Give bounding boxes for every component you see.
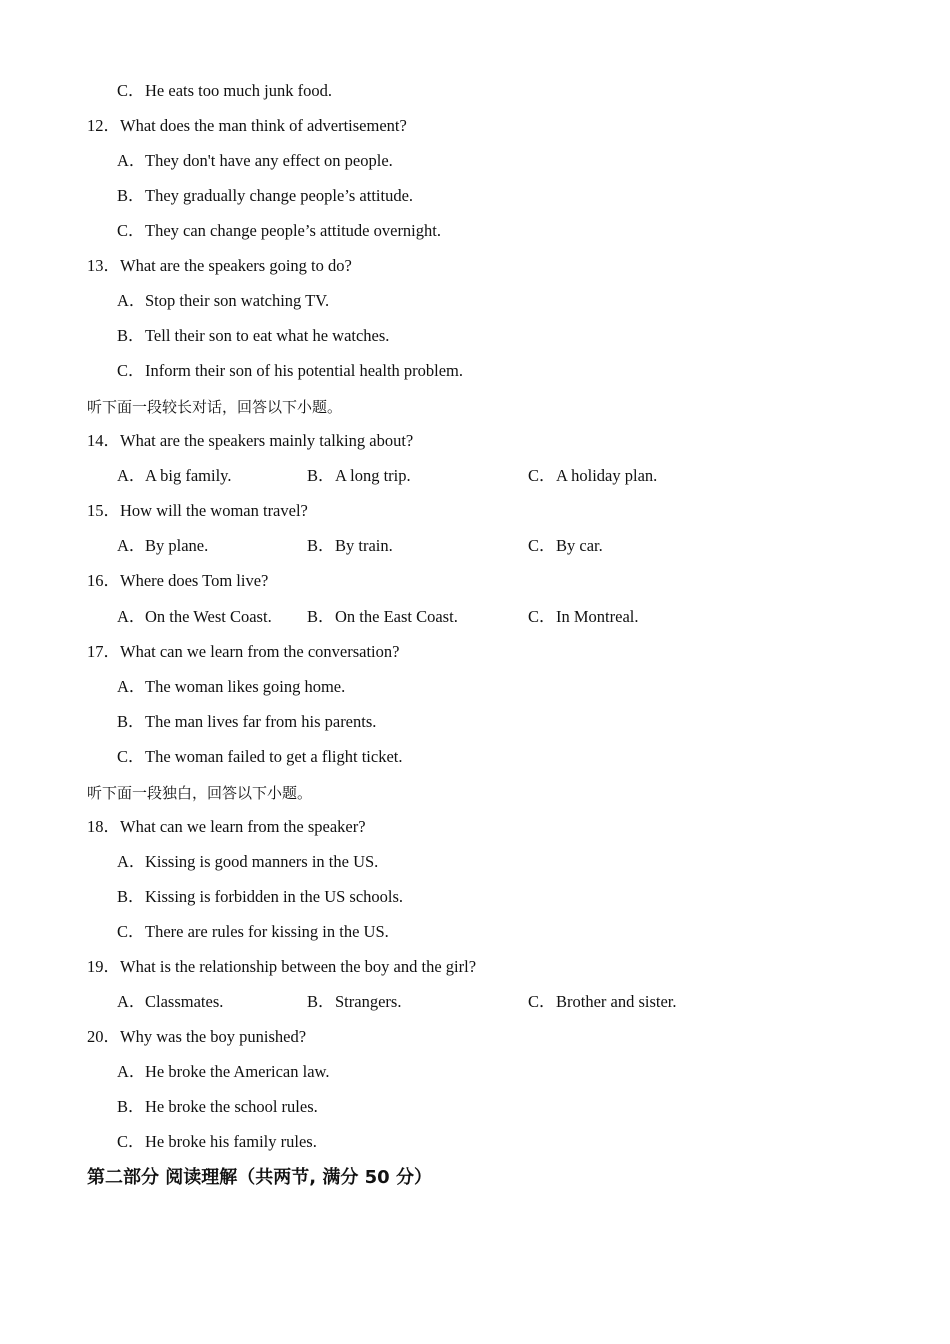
q13-option-a: A．Stop their son watching TV. [117,291,330,310]
question-18: 18．What can we learn from the speaker? [87,817,366,836]
q15-option-c: C．By car. [528,536,603,555]
listening-instruction-long-dialogue: 听下面一段较长对话，回答以下小题。 [87,398,343,416]
q15-option-b: B．By train. [307,536,393,555]
q15-option-a: A．By plane. [117,536,209,555]
q16-option-c: C．In Montreal. [528,607,639,626]
question-12: 12．What does the man think of advertisement? [87,116,407,135]
q16-option-a: A．On the West Coast. [117,607,272,626]
q17-option-b: B．The man lives far from his parents. [117,712,377,731]
q12-option-a: A．They don't have any effect on people. [117,151,393,170]
q18-option-c: C．There are rules for kissing in the US. [117,922,389,941]
q20-option-b: B．He broke the school rules. [117,1097,318,1116]
question-20: 20．Why was the boy punished? [87,1027,307,1046]
q20-option-c: C．He broke his family rules. [117,1132,317,1151]
question-19: 19．What is the relationship between the boy and the girl? [87,957,477,976]
question-15: 15．How will the woman travel? [87,501,308,520]
question-14: 14．What are the speakers mainly talking about? [87,431,414,450]
q20-option-a: A．He broke the American law. [117,1062,330,1081]
listening-instruction-monologue: 听下面一段独白，回答以下小题。 [87,784,313,802]
q18-option-b: B．Kissing is forbidden in the US schools. [117,887,404,906]
question-13: 13．What are the speakers going to do? [87,256,352,275]
q13-option-b: B．Tell their son to eat what he watches. [117,326,390,345]
q19-option-c: C．Brother and sister. [528,992,677,1011]
q18-option-a: A．Kissing is good manners in the US. [117,852,379,871]
q14-option-a: A．A big family. [117,466,232,485]
question-16: 16．Where does Tom live? [87,571,269,590]
q14-option-b: B．A long trip. [307,466,411,485]
q19-option-a: A．Classmates. [117,992,224,1011]
q16-option-b: B．On the East Coast. [307,607,458,626]
q17-option-a: A．The woman likes going home. [117,677,346,696]
section-2-heading: 第二部分 阅读理解（共两节, 满分 50 分） [87,1167,432,1188]
q12-option-c: C．They can change people’s attitude overnight. [117,221,441,240]
q19-option-b: B．Strangers. [307,992,402,1011]
q13-option-c: C．Inform their son of his potential health problem. [117,361,464,380]
q14-option-c: C．A holiday plan. [528,466,658,485]
q12-option-b: B．They gradually change people’s attitude. [117,186,414,205]
question-17: 17．What can we learn from the conversation? [87,642,400,661]
q17-option-c: C．The woman failed to get a flight ticket. [117,747,403,766]
q11-option-c: C．He eats too much junk food. [117,81,332,100]
